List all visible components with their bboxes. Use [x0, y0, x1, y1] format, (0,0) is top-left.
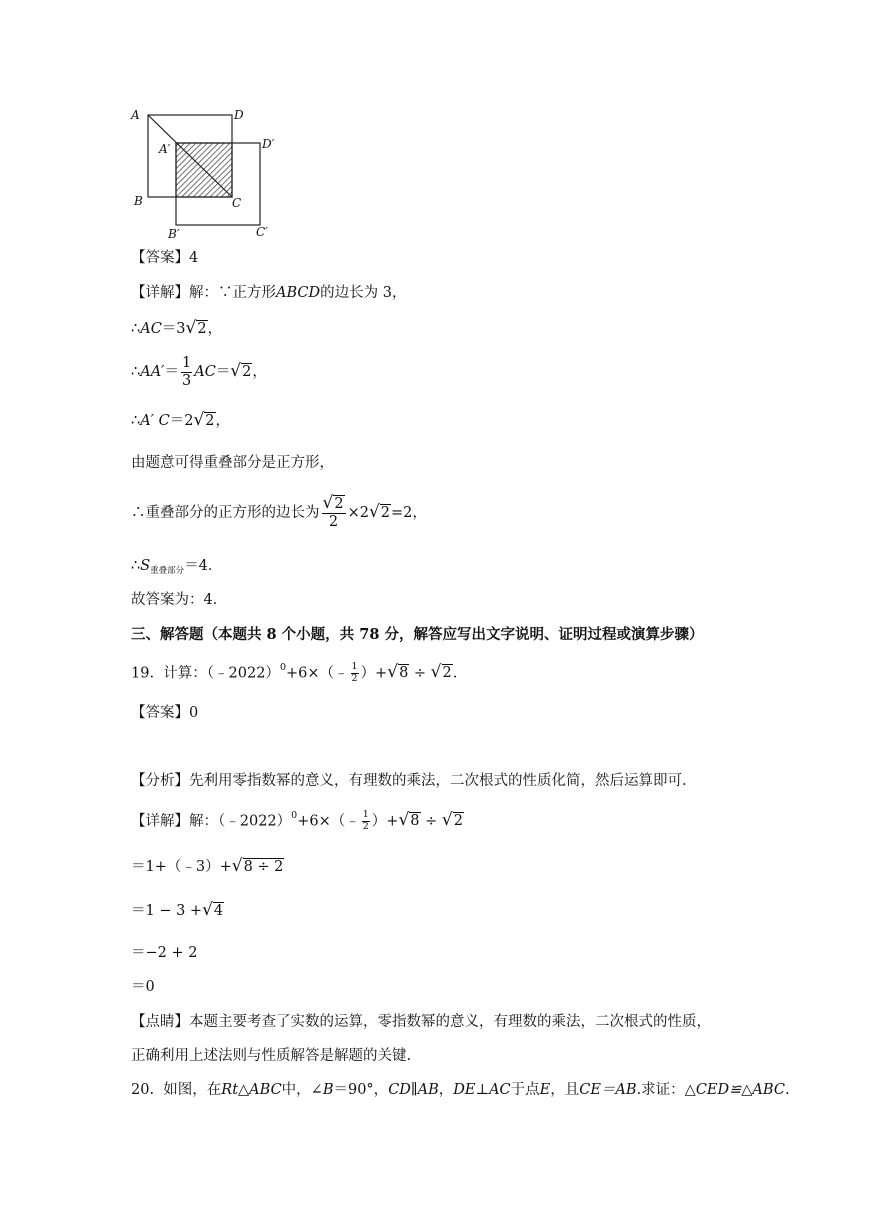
fraction: [351, 662, 359, 685]
label-b-prime: B′: [168, 227, 180, 241]
text: ＝1 − 3 +: [131, 902, 203, 919]
text: ，且: [550, 1082, 580, 1098]
q20-prompt: [131, 1082, 790, 1099]
text: .: [784, 1082, 790, 1098]
comma: ，: [252, 364, 267, 381]
denominator: 3: [181, 372, 192, 389]
var-s: S: [140, 558, 151, 574]
text: ）+: [371, 813, 399, 830]
therefore: ∴: [131, 412, 141, 429]
q19-comment-line1: [131, 1014, 711, 1031]
text: ＝2: [169, 412, 194, 429]
text: 中，∠: [281, 1082, 323, 1098]
sqrt-expression: √ 2: [193, 410, 215, 430]
section-heading: 三、解答题（本题共 8 个小题，共 78 分，解答应写出文字说明、证明过程或演算步骤）: [131, 626, 704, 643]
sqrt-expression: √ 2: [185, 318, 207, 338]
answer-tag: 【答案】: [131, 705, 189, 721]
math: DE⊥AC: [453, 1082, 511, 1098]
radicand: 2: [197, 321, 207, 337]
therefore: ∴: [131, 364, 141, 381]
answer-tag: 【答案】: [131, 250, 189, 266]
q18-detail-line6: [131, 495, 427, 531]
denominator: 2: [328, 513, 339, 530]
q18-detail-line5: 由题意可得重叠部分是正方形，: [131, 455, 334, 471]
q18-answer: [131, 250, 198, 267]
label-b: B: [134, 194, 143, 208]
q19-step1: [131, 858, 284, 876]
var: AA′: [140, 364, 165, 381]
comment-tag: 【点睛】: [131, 1014, 189, 1030]
fraction: [322, 495, 346, 531]
text: 解：∵正方形: [189, 285, 276, 301]
label-d: D: [234, 108, 244, 122]
q18-detail-line1: [131, 285, 406, 302]
text: 的边长为 3，: [320, 285, 407, 301]
var: AC: [194, 364, 216, 381]
denominator: 2: [362, 820, 369, 832]
square-name: ABCD: [276, 285, 321, 301]
q19-answer: [131, 705, 198, 722]
text: =2，: [391, 504, 427, 521]
var: A′ C: [140, 412, 170, 429]
sqrt-expression: √ 2: [430, 662, 452, 683]
detail-tag: 【详解】: [131, 813, 189, 830]
period: .: [452, 665, 458, 682]
radicand: 4: [213, 903, 224, 919]
q19-step3: ＝−2 + 2: [131, 945, 198, 961]
sqrt-expression: √ 2: [441, 810, 463, 831]
denominator: 2: [351, 672, 358, 684]
divide-sign: ÷: [425, 813, 438, 830]
text: ∴重叠部分的正方形的边长为: [131, 504, 320, 521]
label-a-prime: A′: [159, 142, 171, 156]
comma: ，: [207, 320, 223, 337]
question-number: 19.: [131, 665, 155, 682]
label-c: C: [232, 196, 242, 210]
numerator: √ 2: [322, 493, 344, 513]
q18-detail-line3: [131, 355, 267, 389]
q19-prompt: [131, 662, 457, 685]
numerator: 1: [181, 355, 192, 371]
sqrt-expression: √ 8 ÷ 2: [231, 856, 284, 876]
math: CED≌△ABC: [695, 1082, 785, 1098]
analysis-tag: 【分析】: [131, 773, 189, 789]
q18-detail-line4: [131, 412, 230, 430]
overlapping-squares-figure: [128, 103, 288, 243]
q18-detail-line2: [131, 320, 222, 338]
text: 计算：（﹣2022）: [163, 665, 280, 682]
math: B: [322, 1082, 334, 1098]
radicand: 2: [453, 813, 463, 830]
var: AC: [140, 320, 162, 337]
sqrt-expression: √ 4: [202, 900, 224, 920]
q19-step2: [131, 902, 224, 920]
text: 于点: [510, 1082, 540, 1098]
radicand: 2: [334, 496, 344, 512]
fraction: [181, 355, 192, 389]
math: Rt△ABC: [221, 1082, 282, 1098]
q18-detail-line8: 故答案为：4．: [131, 592, 228, 608]
text: ＝1+（﹣3）+: [131, 858, 232, 875]
text: ＝90°，: [333, 1082, 389, 1098]
q18-detail-line7: [131, 558, 222, 575]
sqrt-expression: √ 2: [368, 501, 391, 522]
math: E: [539, 1082, 551, 1098]
q19-detail-line1: [131, 810, 464, 833]
math: CE＝AB: [579, 1082, 637, 1098]
radicand: 8 ÷ 2: [243, 859, 284, 875]
sqrt-expression: √ 8: [398, 810, 420, 831]
label-d-prime: D′: [262, 137, 275, 151]
text: .求证：△: [636, 1082, 696, 1098]
divide-sign: ÷: [413, 665, 427, 682]
subscript: 重叠部分: [150, 566, 185, 576]
radicand: 8: [410, 813, 420, 830]
text: 如图，在: [163, 1082, 222, 1098]
therefore: ∴: [131, 320, 141, 337]
analysis-text: 先利用零指数幂的意义，有理数的乘法，二次根式的性质化简，然后运算即可.: [189, 773, 687, 789]
answer-value: 0: [189, 705, 199, 721]
text: ×2: [347, 504, 369, 521]
q19-step4: ＝0: [131, 979, 155, 995]
sqrt-expression: √ 8: [387, 662, 409, 683]
text: ＝3: [161, 320, 186, 337]
question-number: 20.: [131, 1082, 155, 1098]
text: ）+: [360, 665, 388, 682]
text: 解：（﹣2022）: [189, 813, 292, 830]
text: ＝4．: [184, 558, 223, 574]
text: ＝: [164, 364, 179, 381]
exponent: 0: [291, 810, 298, 822]
radicand: 2: [205, 413, 215, 429]
answer-value: 4: [189, 250, 199, 266]
radicand: 2: [380, 504, 391, 521]
text: +6×（﹣: [297, 813, 360, 830]
text: ＝: [215, 364, 231, 381]
radicand: 2: [442, 665, 452, 682]
text: +6×（﹣: [285, 665, 349, 682]
detail-tag: 【详解】: [131, 285, 189, 301]
label-c-prime: C′: [256, 225, 268, 239]
comment-text: 本题主要考查了实数的运算，零指数幂的意义，有理数的乘法，二次根式的性质，: [189, 1014, 711, 1030]
radicand: 2: [242, 364, 252, 381]
radicand: 8: [399, 665, 409, 682]
text: ，: [438, 1082, 454, 1098]
fraction: [362, 810, 370, 833]
numerator: 1: [362, 809, 369, 820]
math: CD∥AB: [388, 1082, 439, 1098]
label-a: A: [131, 108, 140, 122]
comma: ，: [215, 412, 231, 429]
sqrt-expression: √ 2: [230, 361, 252, 382]
q19-comment-line2: 正确利用上述法则与性质解答是解题的关键.: [131, 1048, 412, 1064]
therefore: ∴: [131, 558, 141, 574]
numerator: 1: [351, 661, 358, 672]
exponent: 0: [279, 662, 286, 674]
q19-analysis: [131, 773, 687, 790]
